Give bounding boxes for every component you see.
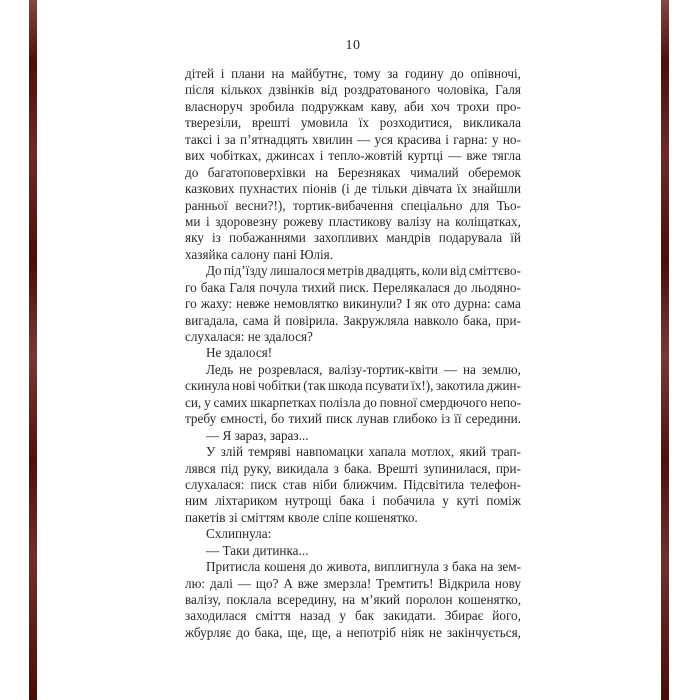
text-line: пакетів зі сміттям кволе сліпе кошенятко. xyxy=(185,509,418,525)
text-line: У злій темряві навпомацки хапала мотлох, який трап- xyxy=(206,444,521,460)
text-line: скинула нові чобітки (так шкода псувати їх!), закотила джин- xyxy=(185,378,521,394)
text-line: лю: далі — що? А вже змерзла! Тремтить! Відкрила нову xyxy=(185,575,521,591)
text-line: Не здалося! xyxy=(206,345,273,361)
text-line: після кількох дзвінків від роздратованого чоловіка, Галя xyxy=(185,82,521,98)
text-line: лявся під руку, викидала з бака. Врешті зупинилася, при- xyxy=(185,460,521,476)
right-page-edge-bar xyxy=(661,0,669,700)
text-line: до багатоповерхівки на Березняках чималий оберемок xyxy=(185,164,521,180)
text-line: хазяйка салону пані Юлія. xyxy=(185,246,333,262)
text-line: вигадала, сама й повірила. Закружляла навколо бака, при- xyxy=(185,312,521,328)
left-page-edge-texture xyxy=(29,0,37,700)
text-line: го жаху: невже немовлятко викинули? І як ото дурна: сама xyxy=(185,296,521,312)
text-line: ми і здоровезну рожеву пластикову валізу на коліщатках, xyxy=(185,213,521,229)
text-line: жбурляє до бака, ще, ще, а непотріб ніяк не закінчується, xyxy=(185,624,521,640)
text-line: заходилася сміття назад у бак закидати. Збирає його, xyxy=(185,608,521,624)
text-line: валізу, поклала всередину, на м’який поролон кошенятко, xyxy=(185,592,521,607)
text-line: дітей і плани на майбутнє, тому за годину до опівночі, xyxy=(185,66,521,81)
text-line: — Таки дитинка... xyxy=(206,542,309,558)
text-line: си, у самих шкарпетках полізла до повної смердючого непо- xyxy=(185,394,521,410)
text-line: Ледь не розревлася, валізу-тортик-квіти — на землю, xyxy=(206,361,521,377)
page-number: 10 xyxy=(345,38,361,53)
text-line: Схлипнула: xyxy=(206,526,272,542)
text-line: тверезіли, врешті умовила їх розходитися, викликала xyxy=(185,115,521,131)
text-line: слухалася: писк став ніби ближчим. Підсвітила телефон- xyxy=(185,476,521,492)
text-line: Притисла кошеня до живота, виплигнула з бака на зем- xyxy=(206,559,521,575)
text-line: яку із побажаннями захопливих мандрів подарувала їй xyxy=(185,230,521,246)
text-line: власноруч зробила подружкам каву, аби хоч трохи про- xyxy=(185,98,521,114)
text-line: ним ліхтариком нутрощі бака і побачила у куті поміж xyxy=(185,493,521,509)
text-line: казкових пухнастих піонів (і де тільки дівчата їх знайшли xyxy=(185,181,521,197)
text-line: слухалася: не здалося? xyxy=(185,329,313,344)
right-page-edge-texture xyxy=(661,0,669,700)
text-line: До під’їзду лишалося метрів двадцять, коли від сміттєво- xyxy=(206,263,521,279)
text-line: го бака Галя почула тихий писк. Перелякалася до льодяно- xyxy=(185,279,521,295)
text-line: ранньої весни?!), тортик-вибачення спеціально для Тьо- xyxy=(185,197,521,213)
text-block xyxy=(185,66,521,641)
left-page-edge-bar xyxy=(29,0,37,700)
text-line: требу ємності, бо тихий писк лунав глибоко із її середини. xyxy=(185,411,521,427)
text-line: — Я зараз, зараз... xyxy=(206,427,309,443)
text-line: вих чобітках, джинсах і тепло-жовтій куртці — вже тягла xyxy=(185,148,521,164)
text-line: таксі і за п’ятнадцять хвилин — уся красива і гарна: у но- xyxy=(185,131,521,147)
